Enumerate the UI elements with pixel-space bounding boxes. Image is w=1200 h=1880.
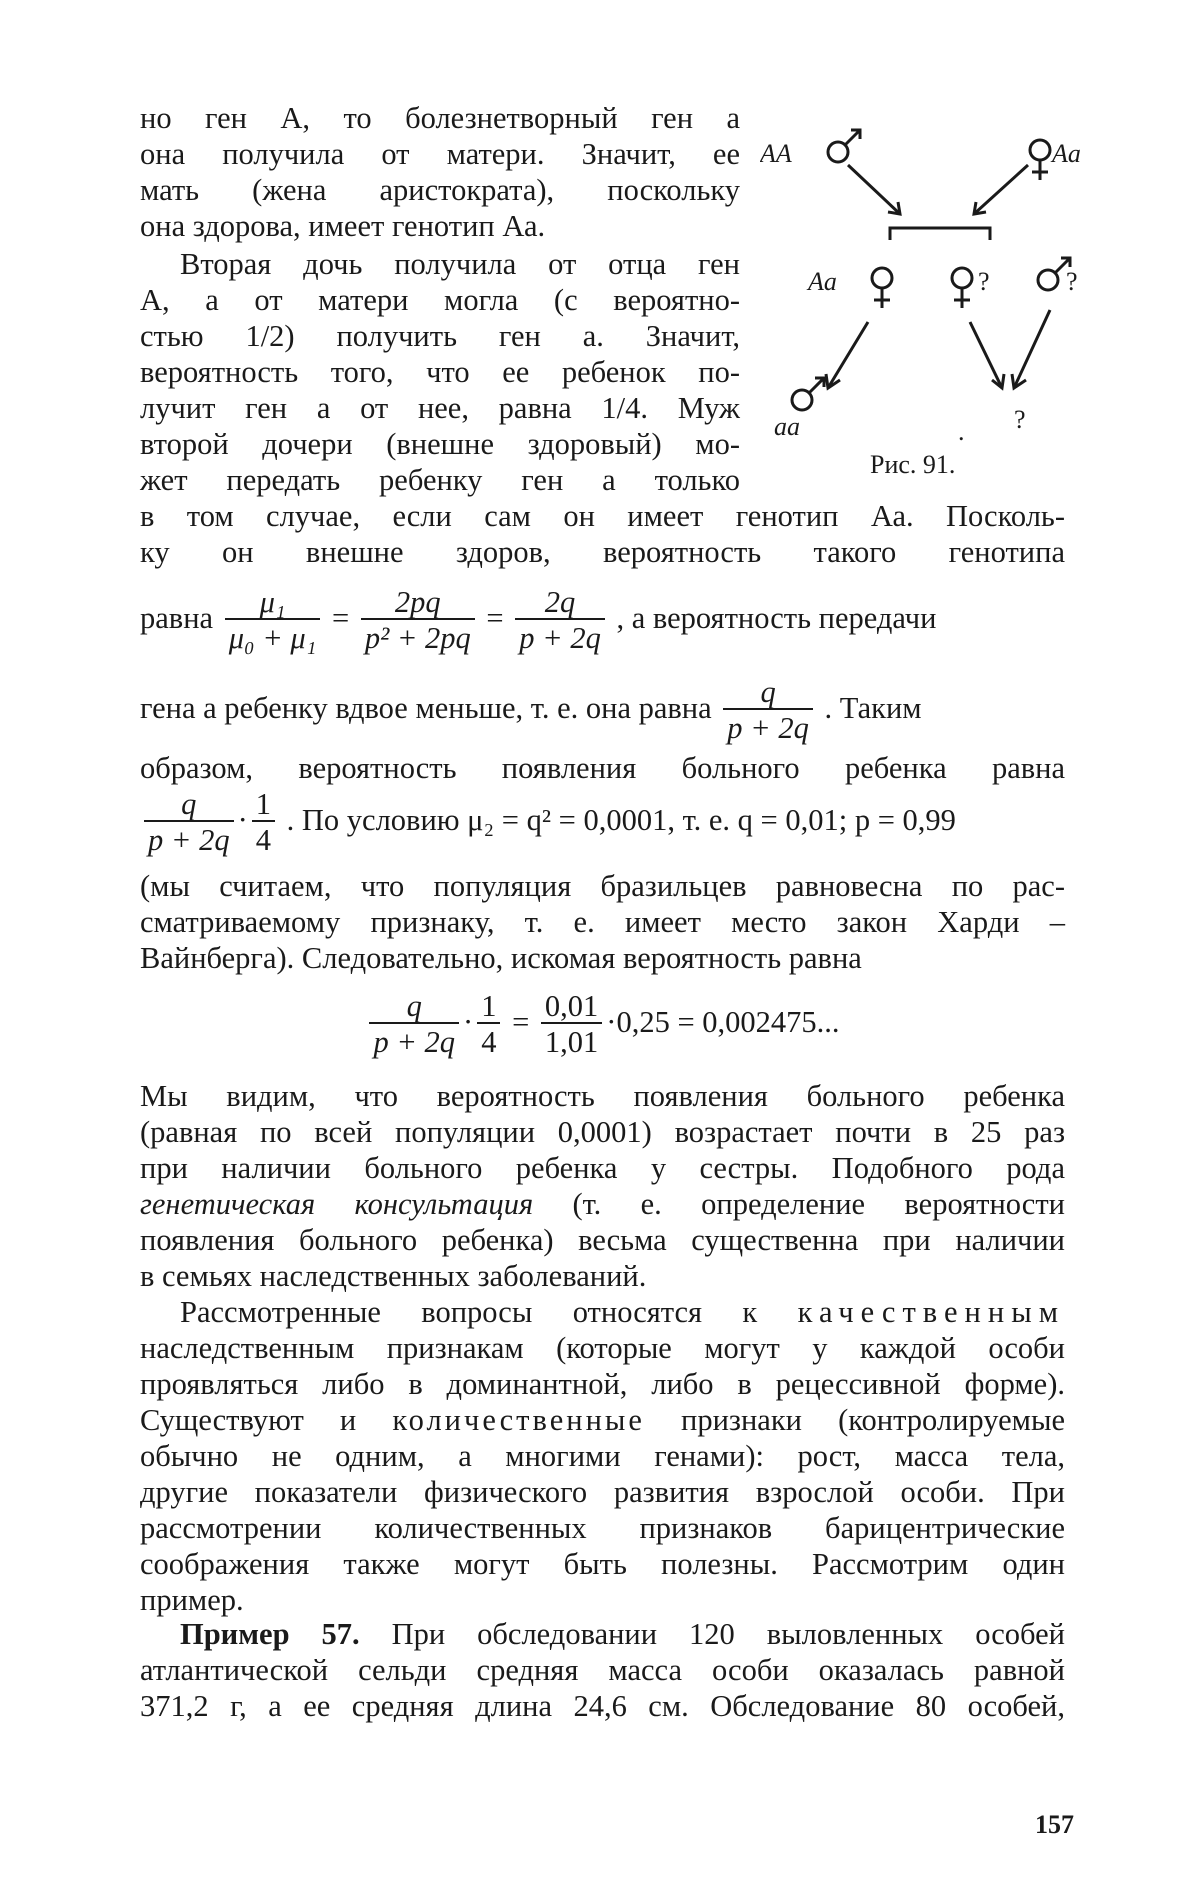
spaced-term: качественным	[797, 1295, 1065, 1329]
text-line: Вторая дочь получила от отца ген	[180, 247, 740, 281]
denominator: 4	[252, 820, 275, 858]
denominator: p + 2q	[369, 1022, 459, 1060]
arrow-to-child-aa	[828, 322, 868, 388]
label-Aa-mid: Aa	[808, 267, 837, 296]
text-line: в том случае, если сам он имеет генотип Аа. Посколь-	[140, 499, 1065, 533]
text-line: второй дочери (внешне здоровый) мо-	[140, 427, 740, 461]
text-run: гена а ребенку вдвое меньше, т. е. она равна	[140, 691, 712, 725]
label-question-2: ?	[1066, 267, 1078, 296]
text-line: она здорова, имеет генотип Аа.	[140, 209, 546, 243]
equation-2	[140, 676, 1065, 746]
text-line	[140, 1186, 1065, 1222]
text-line: (мы считаем, что популяция бразильцев равновесна по рас-	[140, 869, 1065, 903]
text-line: пример.	[140, 1583, 244, 1617]
example-label: Пример 57.	[180, 1617, 360, 1651]
arrow-to-child-unknown-1	[970, 322, 1002, 388]
text-run: ·0,25 = 0,002475...	[606, 1005, 840, 1039]
male-symbol-icon	[792, 378, 824, 410]
text-line: вероятность того, что ее ребенок по-	[140, 355, 740, 389]
text-line: она получила от матери. Значит, ее	[140, 137, 740, 171]
dot-operator: ·	[463, 1005, 474, 1039]
equation-1	[140, 586, 1065, 656]
text-line: рассмотрении количественных признаков барицентрические	[140, 1511, 1065, 1545]
fraction	[723, 676, 813, 746]
label-Aa-top: Aa	[1052, 139, 1081, 168]
text-run: , а вероятность передачи	[616, 601, 937, 635]
text-line: лучит ген а от нее, равна 1/4. Муж	[140, 391, 740, 425]
numerator: 1	[481, 989, 497, 1023]
text-line	[140, 1294, 1065, 1330]
text-line: соображения также могут быть полезны. Рассмотрим один	[140, 1547, 1065, 1581]
fraction	[252, 788, 275, 858]
text-line: жет передать ребенку ген а только	[140, 463, 740, 497]
paragraph-3	[140, 868, 1065, 976]
label-question-3: ?	[1014, 405, 1026, 434]
text-line: А, а от матери могла (с вероятно-	[140, 283, 740, 317]
denominator: μ₀ + μ₁	[225, 618, 321, 656]
text-run: . По условию μ₂ = q² = 0,0001, т. е. q = 0,01; p = 0,99	[286, 803, 956, 837]
text-line: стью 1/2) получить ген а. Значит,	[140, 319, 740, 353]
numerator: q	[406, 989, 422, 1023]
label-question-1: ?	[978, 267, 990, 296]
spaced-term: количественные	[392, 1403, 645, 1437]
denominator: p + 2q	[144, 820, 234, 858]
label-dot: .	[958, 417, 965, 446]
pedigree-figure	[760, 110, 1100, 500]
label-AA: AA	[760, 139, 792, 168]
numerator: q	[760, 675, 776, 709]
denominator: p² + 2pq	[361, 618, 475, 656]
text-line: образом, вероятность появления больного ребенка равна	[140, 751, 1065, 785]
text-line: мать (жена аристократа), поскольку	[140, 173, 740, 207]
text-line: проявляться либо в доминантной, либо в рецессивной форме).	[140, 1367, 1065, 1401]
equals-sign: =	[331, 601, 350, 635]
text-line: но ген А, то болезнетворный ген а	[140, 101, 740, 135]
female-symbol-icon	[1030, 140, 1050, 180]
equation-4	[140, 990, 1065, 1060]
text-line: Мы видим, что вероятность появления больного ребенка	[140, 1079, 1065, 1113]
text-run: равна	[140, 601, 214, 635]
fraction	[144, 788, 234, 858]
paragraph-6	[140, 1616, 1065, 1724]
numerator: 0,01	[544, 989, 599, 1023]
page-number: 157	[1035, 1810, 1074, 1839]
fraction	[361, 586, 475, 656]
italic-term: генетическая консультация	[140, 1187, 534, 1221]
text-line	[140, 1402, 1065, 1438]
male-symbol-icon	[828, 130, 860, 162]
text-run: признаки (контролируемые	[644, 1403, 1065, 1437]
text-run: . Таким	[824, 691, 922, 725]
female-symbol-icon	[872, 268, 892, 308]
text-line: обычно не одним, а многими генами): рост, масса тела,	[140, 1439, 1065, 1473]
text-line: сматриваемому признаку, т. е. имеет место закон Харди –	[140, 905, 1065, 939]
text-line: (равная по всей популяции 0,0001) возрастает почти в 25 раз	[140, 1115, 1065, 1149]
denominator: p + 2q	[515, 618, 605, 656]
text-line: атлантической сельди средняя масса особи оказалась равной	[140, 1653, 1065, 1687]
arrow-to-child-unknown-2	[1014, 310, 1050, 388]
paragraph-4	[140, 1078, 1065, 1294]
text-line-obrazom	[140, 750, 1065, 786]
text-line: Вайнберга). Следовательно, искомая вероятность равна	[140, 941, 862, 975]
text-line: наследственным признакам (которые могут у каждой особи	[140, 1331, 1065, 1365]
figure-caption: Рис. 91.	[870, 450, 956, 479]
text-line	[140, 1616, 1065, 1652]
arrow-left-to-union	[848, 165, 900, 214]
dot-operator: ·	[237, 803, 248, 837]
paragraph-5	[140, 1294, 1065, 1618]
text-line: 371,2 г, а ее средняя длина 24,6 см. Обследование 80 особей,	[140, 1689, 1065, 1723]
denominator: 1,01	[541, 1022, 602, 1060]
text-run: (т. е. определение вероятности	[533, 1187, 1065, 1221]
denominator: p + 2q	[723, 708, 813, 746]
sibling-bracket	[890, 228, 990, 240]
text-line: при наличии больного ребенка у сестры. Подобного рода	[140, 1151, 1065, 1185]
paragraph-1	[140, 100, 740, 244]
text-run: Рассмотренные вопросы относятся к	[180, 1295, 798, 1329]
fraction	[225, 586, 321, 656]
equals-sign: =	[486, 601, 504, 635]
numerator: q	[181, 787, 197, 821]
fraction	[541, 990, 602, 1060]
numerator: 1	[255, 787, 272, 821]
label-aa: aa	[774, 412, 800, 441]
paragraph-2-continued	[140, 498, 1065, 570]
numerator: 2pq	[394, 585, 441, 619]
text-line: другие показатели физического развития взрослой особи. При	[140, 1475, 1065, 1509]
text-line: в семьях наследственных заболеваний.	[140, 1259, 647, 1293]
equation-3	[140, 788, 1065, 858]
equals-sign: =	[512, 1005, 530, 1039]
text-run: Существуют и	[140, 1403, 393, 1437]
fraction	[515, 586, 605, 656]
denominator: 4	[477, 1022, 500, 1060]
paragraph-2	[140, 246, 740, 498]
text-run: При обследовании 120 выловленных особей	[359, 1617, 1065, 1651]
female-symbol-icon	[952, 268, 972, 308]
text-line: ку он внешне здоров, вероятность такого генотипа	[140, 535, 1065, 569]
arrow-right-to-union	[974, 165, 1028, 214]
fraction	[477, 990, 500, 1060]
text-line: появления больного ребенка) весьма существенна при наличии	[140, 1223, 1065, 1257]
numerator: 2q	[544, 585, 576, 619]
fraction	[369, 990, 459, 1060]
numerator: μ₁	[259, 585, 286, 619]
